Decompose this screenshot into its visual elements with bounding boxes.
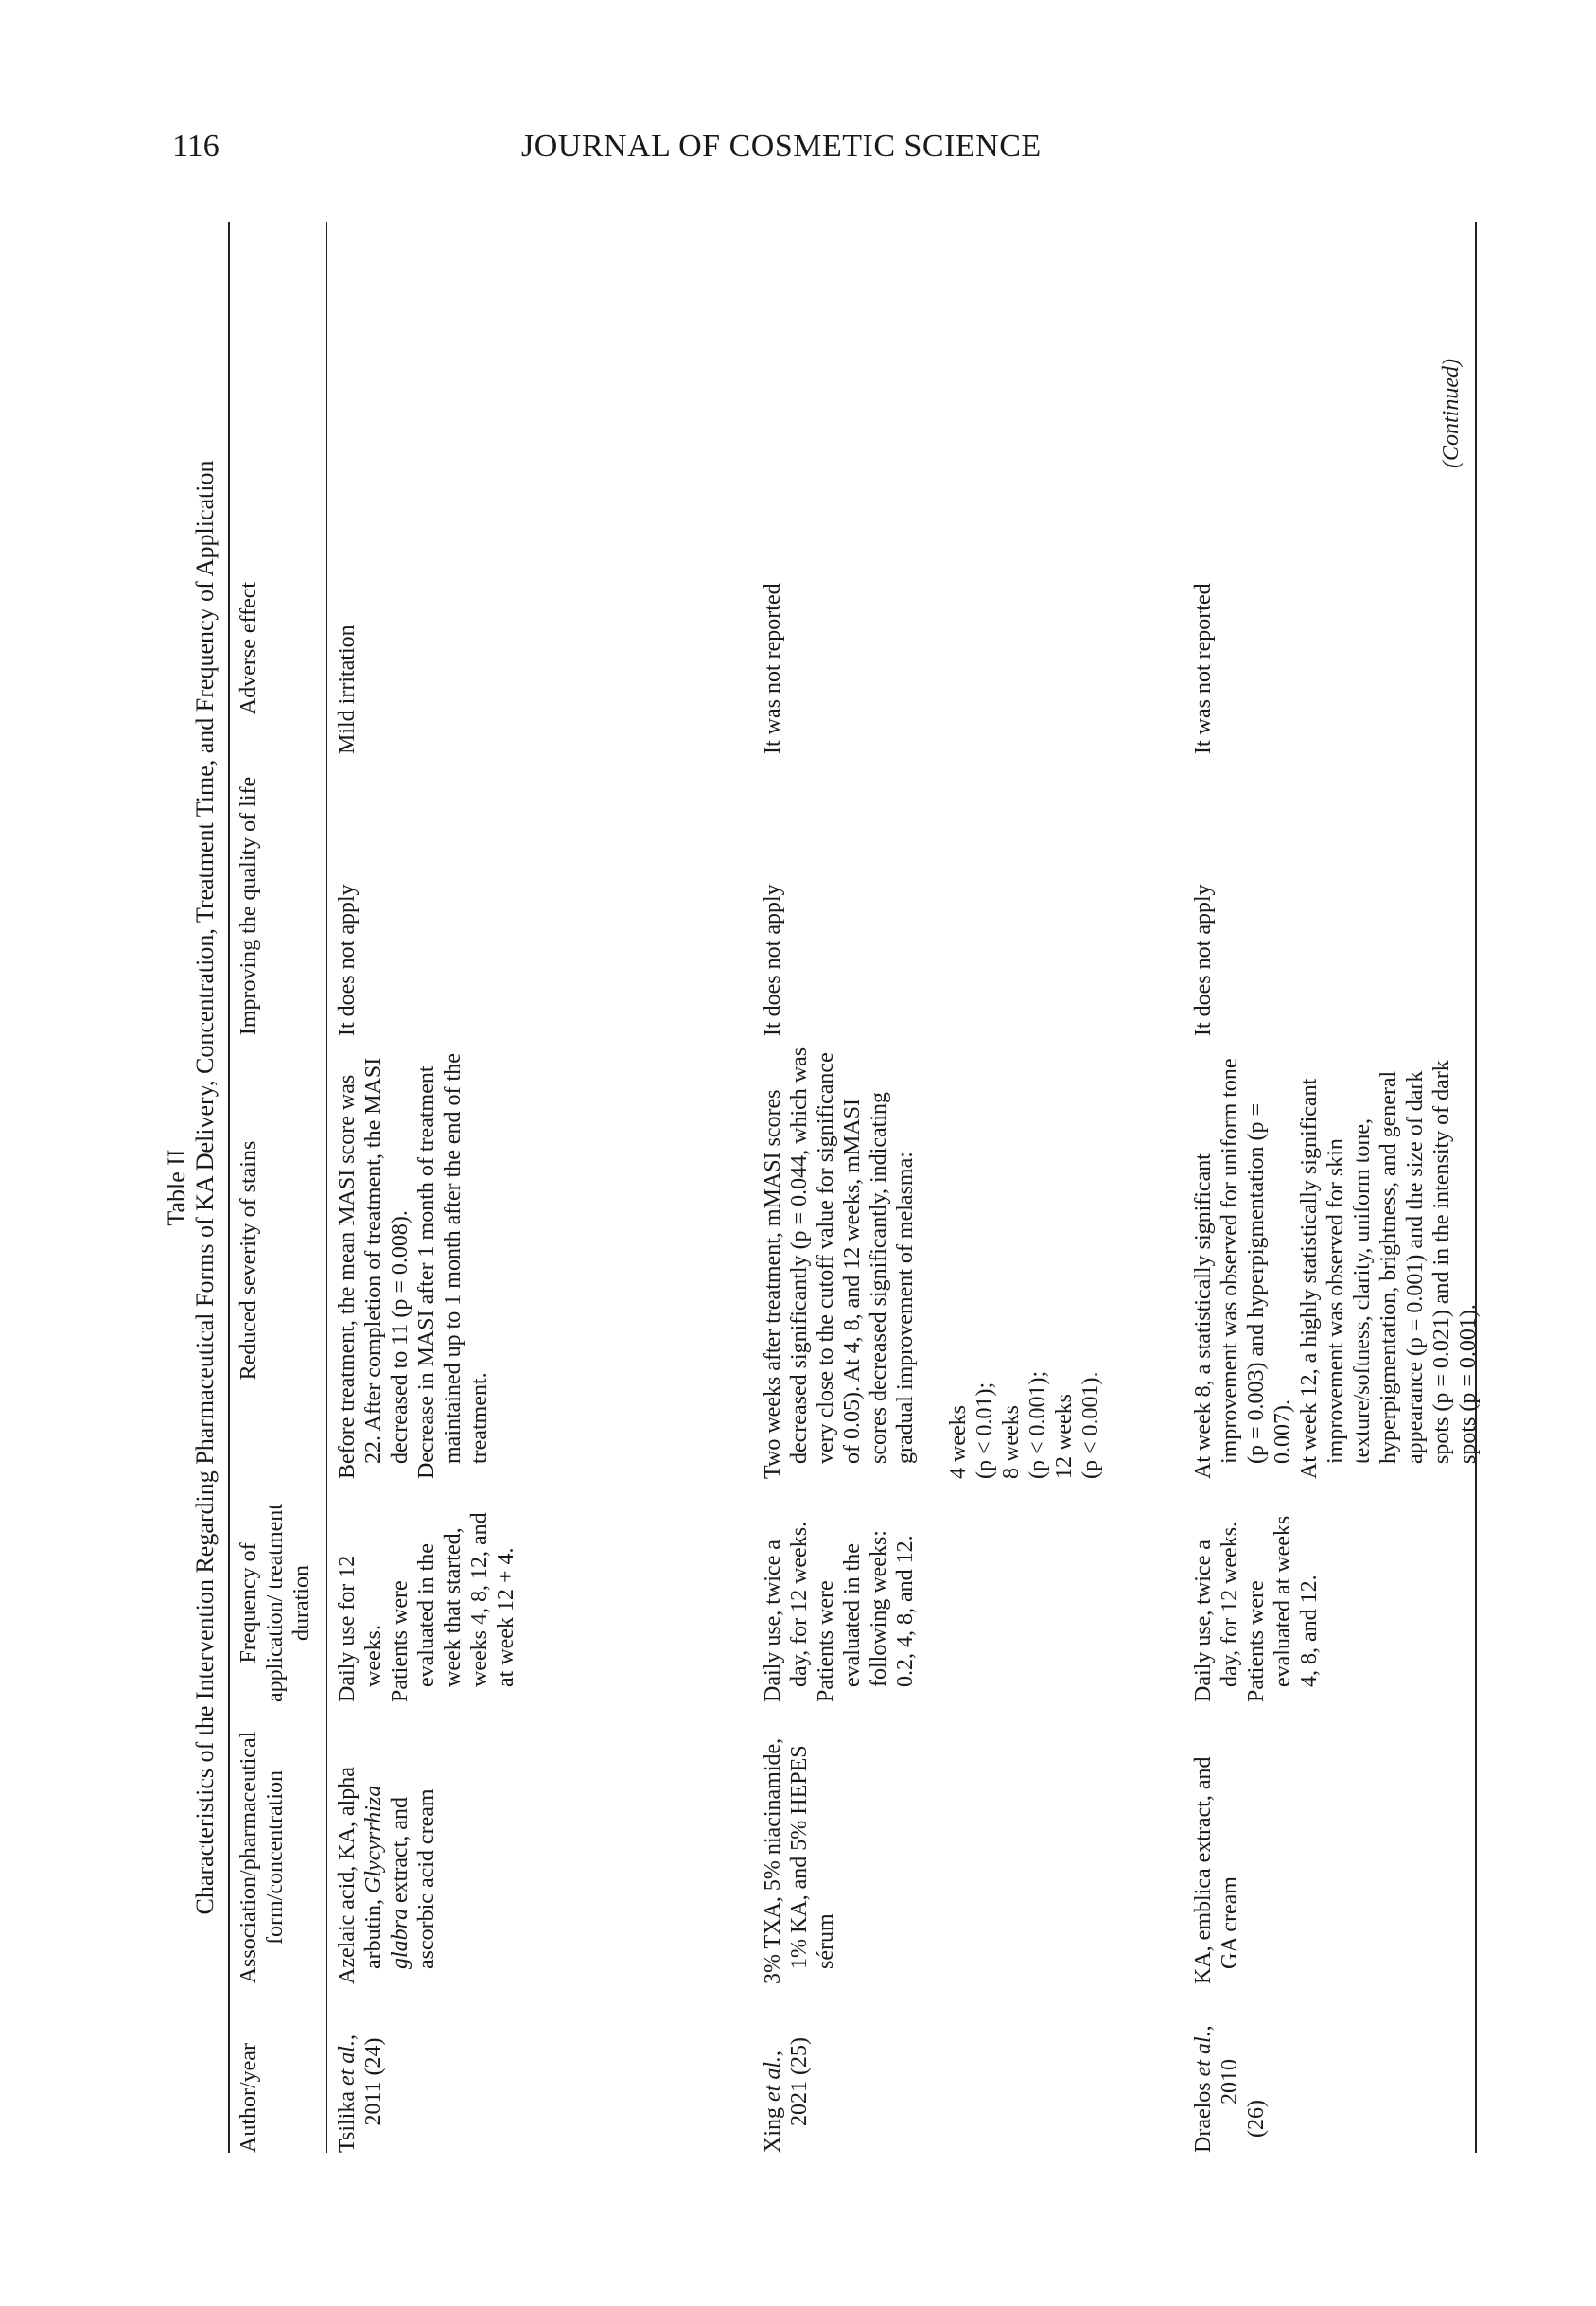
journal-title: JOURNAL OF COSMETIC SCIENCE — [521, 129, 1042, 164]
author-year: 2010 — [1218, 2059, 1242, 2104]
table-number: Table II — [163, 1149, 190, 1226]
association-cell: Azelaic acid, KA, alpha arbutin, Glycyrrhiza glabra extract, and ascorbic acid cream — [335, 1767, 439, 1984]
table-row: Tsilika et al., 2011 (24) — [334, 2011, 387, 2153]
table-row: Draelos et al., 2010 (26) — [1190, 2011, 1270, 2153]
table-bottom-rule — [1475, 222, 1477, 2153]
header-frequency: Frequency of application/ treatment duration — [237, 1504, 314, 1702]
author-year: 2021 (25) — [787, 2037, 812, 2126]
header-quality-of-life: Improving the quality of life — [237, 776, 261, 1036]
header-severity: Reduced severity of stains — [237, 1140, 261, 1381]
header-association: Association/pharmaceutical form/concentration — [237, 1731, 288, 1984]
author-etal: et al. — [761, 2056, 785, 2102]
severity-cell: Before treatment, the mean MASI score was 22. After completion of treatment, the MASI decreased to 11 (p = 0.008). Decrease in MASI after 1 month of treatment maintained up to 1 month after the end of the treatment. — [335, 1053, 492, 1479]
author-year: 2011 (24) — [361, 2037, 386, 2126]
header-rule — [326, 222, 327, 2153]
header-adverse-effect: Adverse effect — [237, 581, 261, 715]
association-cell: 3% TXA, 5% niacinamide, 1% KA, and 5% HEPES sérum — [761, 1737, 838, 1984]
table-caption: Characteristics of the Intervention Regarding Pharmaceutical Forms of KA Delivery, Concentration, Treatment Time, and Frequency of Application — [191, 460, 219, 1915]
plant-species: Glycyrrhiza glabra — [361, 1785, 412, 1969]
quality-cell: It does not apply — [335, 884, 360, 1036]
severity-list: 4 weeks (p < 0.01); 8 weeks (p < 0.001); 12 weeks (p < 0.001). — [946, 1370, 1103, 1479]
severity-cell: Two weeks after treatment, mMASI scores decreased significantly (p = 0.044, which was very close to the cutoff value for significance of 0.05). At 4, 8, and 12 weeks, mMASI scores decreased significantly, indicating gradual improvement of melasma: 4 weeks (p < 0.01); 8 weeks (p < 0.001); 12 weeks (p < 0.001). — [760, 1042, 1104, 1479]
frequency-cell: Daily use, twice a day, for 12 weeks. Patients were evaluated in the following weeks: 0.2, 4, 8, and 12. — [761, 1521, 918, 1702]
table-row: Xing et al., 2021 (25) — [760, 2011, 813, 2153]
frequency-cell: Daily use for 12 weeks. Patients were evaluated in the week that started, weeks 4, 8, 12, and at week 12 + 4. — [335, 1512, 518, 1702]
author-name: Draelos — [1191, 2082, 1216, 2153]
adverse-cell: It was not reported — [1191, 583, 1216, 754]
quality-cell: It does not apply — [1191, 884, 1216, 1036]
author-name: Tsilika — [335, 2091, 360, 2153]
adverse-cell: Mild irritation — [335, 625, 360, 754]
header-author-year: Author/year — [237, 2043, 261, 2153]
association-cell: KA, emblica extract, and GA cream — [1191, 1756, 1242, 1984]
table-top-rule — [228, 222, 230, 2153]
author-etal: et al. — [1191, 2031, 1216, 2077]
rotated-table — [164, 222, 1488, 2153]
author-name: Xing — [761, 2107, 785, 2153]
author-etal: et al. — [335, 2040, 360, 2086]
severity-cell: At week 8, a statistically significant improvement was observed for uniform tone (p = 0.003) and hyperpigmentation (p = 0.007). At week 12, a highly statistically significant improvement was observed for skin texture/softness, clarity, uniform tone, hyperpigmentation, brightness, and general appearance (p = 0.001) and the size of dark spots (p = 0.021) and in the intensity of dark spots (p = 0.001). — [1191, 1058, 1481, 1479]
author-reference: (26) — [1244, 2100, 1269, 2138]
frequency-cell: Daily use, twice a day, for 12 weeks. Patients were evaluated at weeks 4, 8, and 12. — [1191, 1515, 1322, 1702]
continued-note: (Continued) — [1439, 359, 1464, 468]
quality-cell: It does not apply — [761, 884, 785, 1036]
page-number: 116 — [172, 129, 219, 164]
adverse-cell: It was not reported — [761, 583, 785, 754]
